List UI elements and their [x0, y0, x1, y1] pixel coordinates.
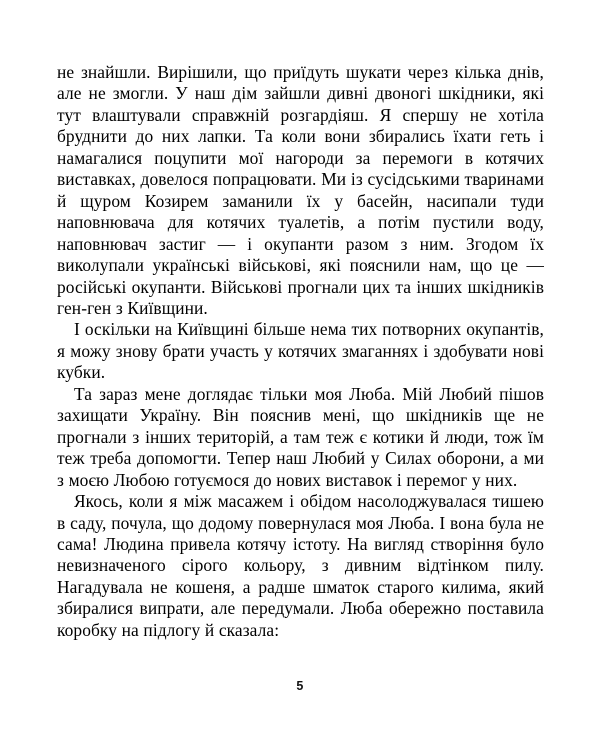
paragraph: не знайшли. Вирішили, що приїдуть шукати через кілька днів, але не змогли. У наш дім зайшли дивні двоногі шкідники, які тут влаштували справжній розгардіяш. Я спершу не хотіла бруднити до них лапки. Та коли вони збирались їхати геть і намагалися поцупити мої нагороди за перемоги в котячих виставках, довелося попрацювати. Ми із сусідськими тваринами й щуром Козирем заманили їх у басейн, насипали туди наповнювача для котячих туалетів, а потім пустили воду, наповнювач застиг — і окупанти разом з ним. Згодом їх виколупали українські військові, які пояснили нам, що це — російські окупанти. Військові прогнали цих та інших шкідників ген-ген з Київщини.: [57, 62, 544, 318]
page-text-block: [57, 62, 544, 641]
page-number: 5: [296, 679, 304, 693]
paragraph: І оскільки на Київщині більше нема тих потворних окупантів, я можу знову брати участь у котячих змаганнях і здобувати нові кубки.: [57, 319, 544, 383]
paragraph: Та зараз мене доглядає тільки моя Люба. Мій Любий пішов захищати Україну. Він пояснив мені, що шкідників ще не прогнали з інших територій, а там теж є котики й люди, тож їм теж треба допомогти. Тепер наш Любий у Силах оборони, а ми з моєю Любою готуємося до нових виставок і перемог у них.: [57, 383, 544, 490]
paragraph: Якось, коли я між масажем і обідом насолоджувалася тишею в саду, почула, що додому повернулася моя Люба. І вона була не сама! Людина привела котячу істоту. На вигляд створіння було невизначеного сірого кольору, з дивним відтінком пилу. Нагадувала не кошеня, а радше шматок старого килима, який збиралися випрати, але передумали. Люба обережно поставила коробку на підлогу й сказала:: [57, 491, 544, 640]
